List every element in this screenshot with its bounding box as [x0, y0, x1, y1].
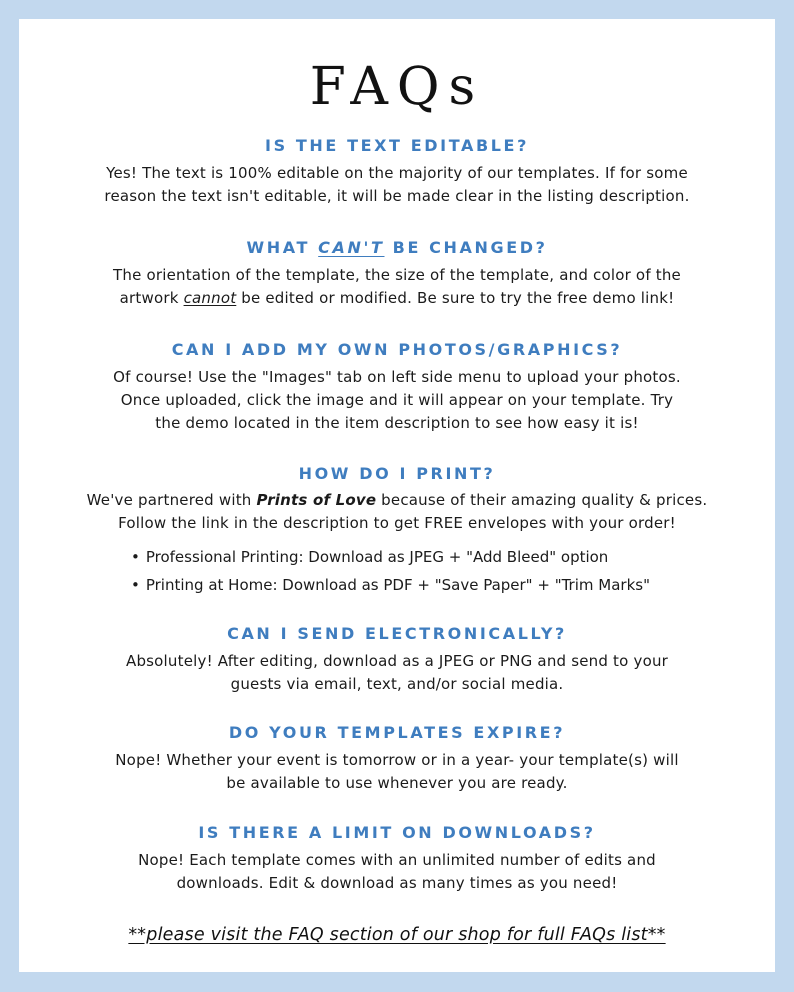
answer-line: guests via email, text, and/or social media. [230, 675, 564, 693]
question-part: BE CHANGED? [384, 238, 548, 257]
answer-line: Of course! Use the "Images" tab on left side menu to upload your photos. [113, 368, 681, 386]
answer-part: because of their amazing quality & prices. [376, 491, 708, 509]
answer-line: The orientation of the template, the size of the template, and color of the [113, 266, 681, 284]
faq-question-add-photos: CAN I ADD MY OWN PHOTOS/GRAPHICS? [171, 340, 623, 359]
faq-answer-add-photos [19, 366, 775, 435]
footer-text: **please visit the FAQ section of our shop for full FAQs list** [128, 925, 666, 945]
question-emphasis: CAN'T [318, 238, 385, 257]
faq-answer-text-editable [19, 162, 775, 208]
question-part: WHAT [246, 238, 319, 257]
faq-answer-cant-change [19, 264, 775, 310]
answer-line: Follow the link in the description to get FREE envelopes with your order! [118, 514, 676, 532]
faq-answer-print [19, 489, 775, 535]
answer-emphasis: cannot [183, 289, 237, 307]
answer-line: Yes! The text is 100% editable on the majority of our templates. If for some [106, 164, 688, 182]
answer-part: be edited or modified. Be sure to try the free demo link! [236, 289, 675, 307]
answer-line: be available to use whenever you are ready. [226, 774, 568, 792]
answer-line: Nope! Whether your event is tomorrow or in a year- your template(s) will [115, 751, 679, 769]
answer-line: Once uploaded, click the image and it will appear on your template. Try [120, 391, 674, 409]
answer-line: the demo located in the item description to see how easy it is! [155, 414, 639, 432]
faq-question-templates-expire: DO YOUR TEMPLATES EXPIRE? [228, 723, 566, 742]
faq-question-text-editable: IS THE TEXT EDITABLE? [265, 136, 529, 155]
faq-question-print: HOW DO I PRINT? [298, 464, 496, 483]
page-title: FAQs [309, 57, 485, 117]
answer-line: Absolutely! After editing, download as a JPEG or PNG and send to your [125, 652, 669, 670]
faq-card [19, 19, 775, 972]
faq-answer-templates-expire [19, 749, 775, 795]
brand-name: Prints of Love [256, 491, 377, 509]
answer-line: Nope! Each template comes with an unlimited number of edits and [138, 851, 656, 869]
answer-line: downloads. Edit & download as many times as you need! [176, 874, 618, 892]
list-item: • Professional Printing: Download as JPEG + "Add Bleed" option [131, 543, 650, 571]
answer-line: reason the text isn't editable, it will be made clear in the listing description. [104, 187, 690, 205]
footer-note [19, 925, 775, 946]
faq-question-send-electronically: CAN I SEND ELECTRONICALLY? [227, 624, 567, 643]
faq-question-cant-change [19, 240, 775, 256]
faq-answer-download-limit [19, 849, 775, 895]
answer-part: artwork [119, 289, 184, 307]
answer-part: We've partnered with [86, 491, 257, 509]
faq-answer-send-electronically [19, 650, 775, 696]
print-options-list [131, 543, 650, 599]
list-item: • Printing at Home: Download as PDF + "Save Paper" + "Trim Marks" [131, 571, 650, 599]
faq-question-download-limit: IS THERE A LIMIT ON DOWNLOADS? [198, 823, 596, 842]
